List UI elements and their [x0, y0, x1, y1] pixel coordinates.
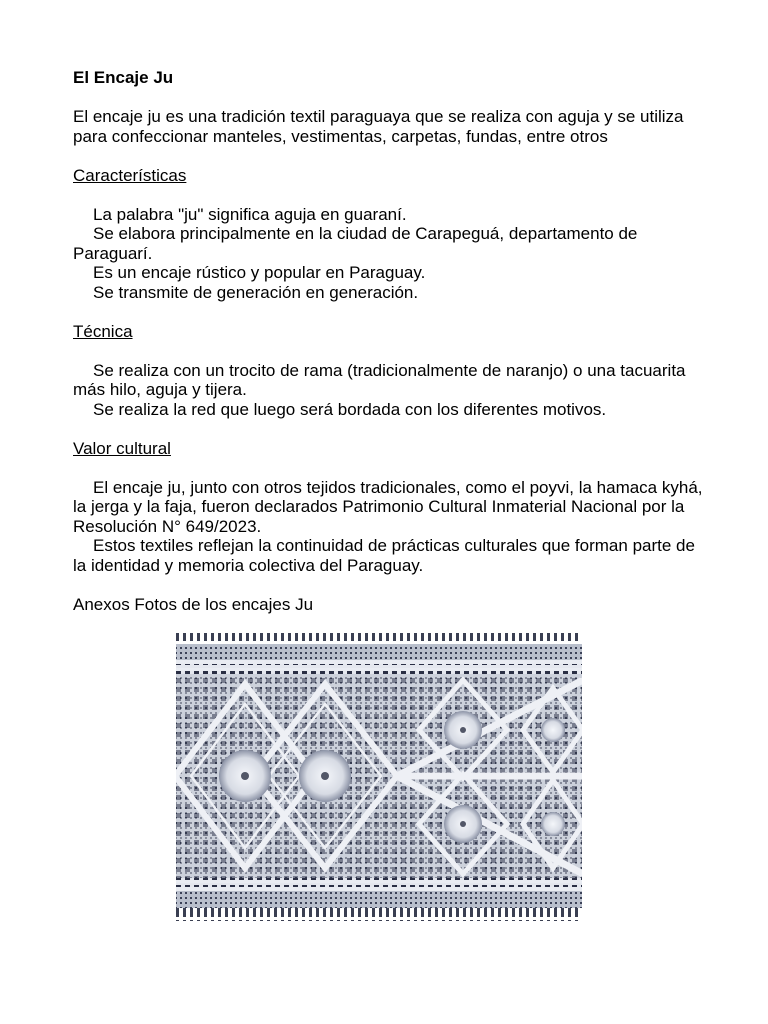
- caracteristicas-item: Se transmite de generación en generación.: [93, 282, 419, 302]
- lace-photo: [175, 632, 583, 922]
- tecnica-item: Se realiza la red que luego será bordada con los diferentes motivos.: [93, 399, 607, 419]
- intro-paragraph: El encaje ju es una tradición textil paraguaya que se realiza con aguja y se utiliza para confeccionar manteles, vestimentas, carpetas, fundas, entre otros: [73, 107, 684, 146]
- document-page: [73, 68, 703, 614]
- caracteristicas-item: Se elabora principalmente en la ciudad de Carapeguá, departamento de Paraguarí.: [73, 224, 638, 263]
- annex-caption: Anexos Fotos de los encajes Ju: [73, 594, 314, 614]
- caracteristicas-item: La palabra "ju" significa aguja en guaraní.: [93, 204, 407, 224]
- valor-cultural-item: Estos textiles reflejan la continuidad de prácticas culturales que forman parte de la identidad y memoria colectiva del Paraguay.: [73, 536, 695, 575]
- document-title: El Encaje Ju: [73, 68, 174, 87]
- tecnica-item: Se realiza con un trocito de rama (tradicionalmente de naranjo) o una tacuarita más hilo, aguja y tijera.: [73, 360, 686, 399]
- caracteristicas-item: Es un encaje rústico y popular en Paraguay.: [93, 263, 426, 282]
- valor-cultural-item: El encaje ju, junto con otros tejidos tradicionales, como el poyvi, la hamaca kyhá, la jerga y la faja, fueron declarados Patrimonio Cultural Inmaterial Nacional por la Resolución N° 649/2023.: [73, 477, 703, 536]
- heading-caracteristicas: Características: [73, 165, 187, 185]
- heading-valor-cultural: Valor cultural: [73, 438, 171, 458]
- heading-tecnica: Técnica: [73, 321, 133, 341]
